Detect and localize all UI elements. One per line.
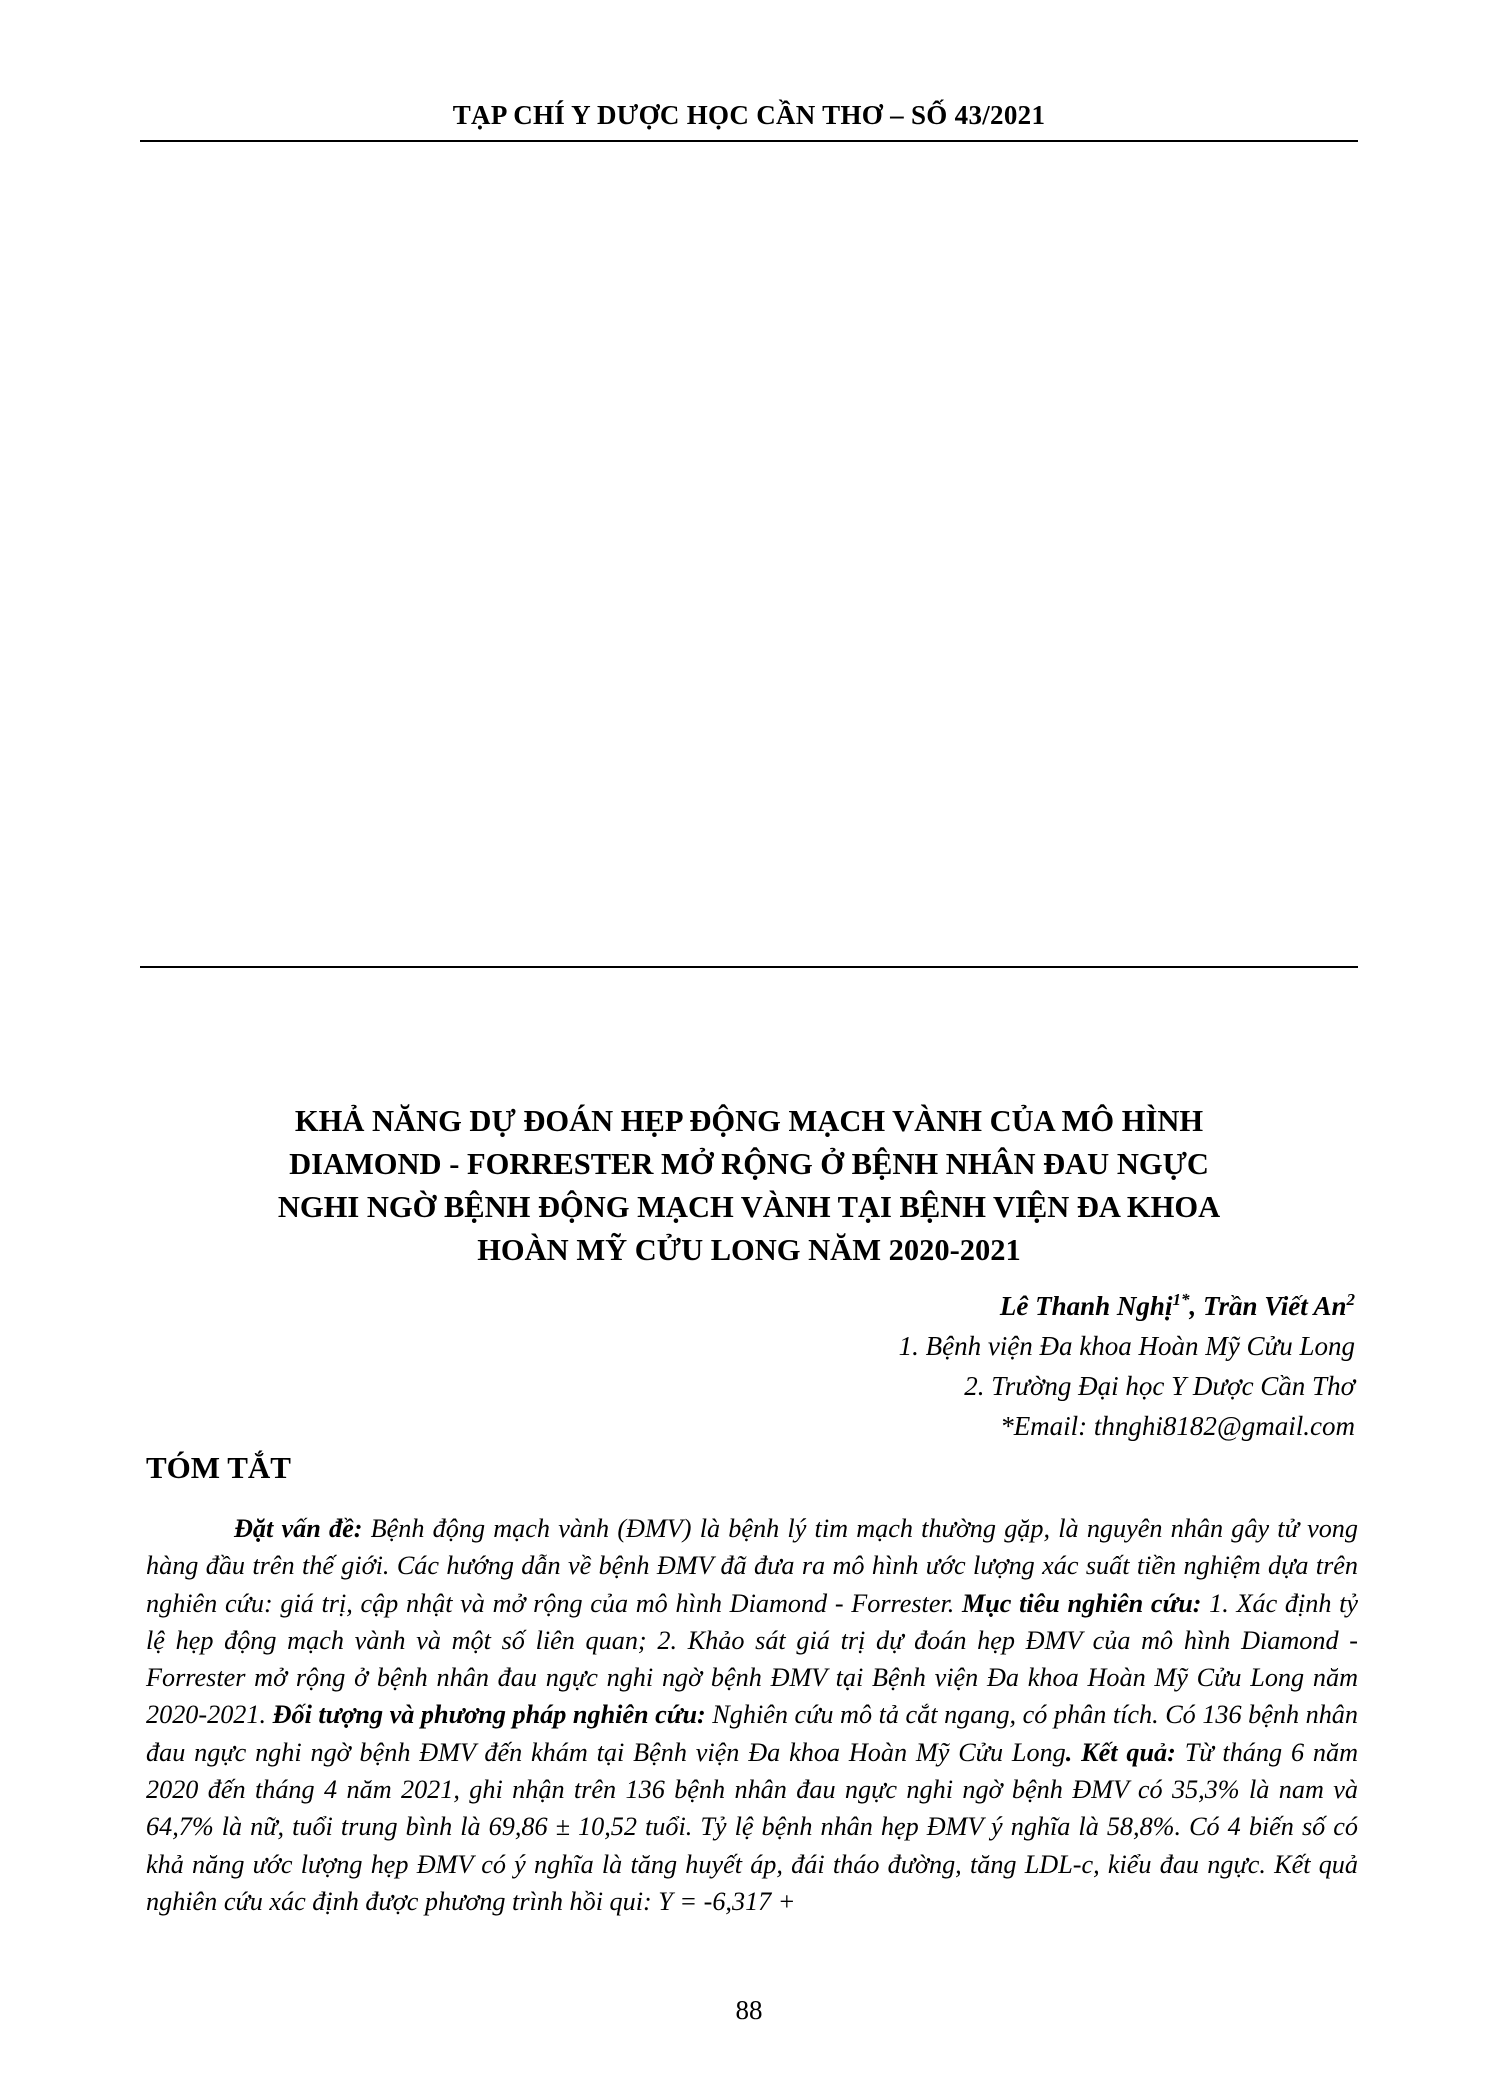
email: *Email: thnghi8182@gmail.com [1000, 1411, 1355, 1441]
section-divider [140, 966, 1358, 968]
journal-header: TẠP CHÍ Y DƯỢC HỌC CẦN THƠ – SỐ 43/2021 [452, 100, 1046, 130]
title-line: KHẢ NĂNG DỰ ĐOÁN HẸP ĐỘNG MẠCH VÀNH CỦA MÔ HÌNH [294, 1104, 1204, 1138]
author-name: Trần Viết An [1202, 1291, 1347, 1321]
author-list [899, 1280, 1355, 1326]
abstract-text: Từ tháng 6 năm 2020 đến tháng 4 năm 2021, ghi nhận trên 136 bệnh nhân đau ngực nghi ngờ bệnh ĐMV có 35,3% là nam và 64,7% là nữ, tuổi trung bình là 69,86 ± 10,52 tuổi. Tỷ lệ bệnh nhân hẹp ĐMV ý nghĩa là 58,8%. Có 4 biến số có khả năng ước lượng hẹp ĐMV có ý nghĩa là tăng huyết áp, đái tháo đường, tăng LDL-c, kiểu đau ngực. Kết quả nghiên cứu xác định được phương trình hồi qui: Y = -6,317 + [146, 1737, 1358, 1916]
abstract-label: Mục tiêu nghiên cứu: [961, 1588, 1202, 1618]
abstract-text: 1. Xác định tỷ lệ hẹp động mạch vành và một số liên quan; 2. Khảo sát giá trị dự đoán hẹp ĐMV của mô hình Diamond - Forrester mở rộng ở bệnh nhân đau ngực nghi ngờ bệnh ĐMV tại Bệnh viện Đa khoa Hoàn Mỹ Cửu Long năm 2020-2021. [146, 1588, 1358, 1730]
abstract-label: Đối tượng và phương pháp nghiên cứu: [272, 1700, 706, 1730]
abstract-paragraph [146, 1510, 1358, 1920]
affiliation: 1. Bệnh viện Đa khoa Hoàn Mỹ Cửu Long [898, 1331, 1355, 1361]
title-line: HOÀN MỸ CỬU LONG NĂM 2020-2021 [477, 1233, 1021, 1267]
author-superscript: 1* [1172, 1290, 1190, 1309]
header-rule [140, 140, 1358, 142]
abstract-label: Đặt vấn đề: [234, 1514, 363, 1543]
article-title [140, 1100, 1358, 1272]
title-line: NGHI NGỜ BỆNH ĐỘNG MẠCH VÀNH TẠI BỆNH VIỆN ĐA KHOA [277, 1190, 1221, 1224]
author-separator: , [1189, 1291, 1203, 1321]
abstract-text: Bệnh động mạch vành (ĐMV) là bệnh lý tim mạch thường gặp, là nguyên nhân gây tử vong hàng đầu trên thế giới. Các hướng dẫn về bệnh ĐMV đã đưa ra mô hình ước lượng xác suất tiền nghiệm dựa trên nghiên cứu: giá trị, cập nhật và mở rộng của mô hình Diamond - Forrester. [146, 1514, 1358, 1618]
author-name: Lê Thanh Nghị [999, 1291, 1173, 1321]
author-block [899, 1280, 1355, 1446]
title-line: DIAMOND - FORRESTER MỞ RỘNG Ở BỆNH NHÂN ĐAU NGỰC [289, 1147, 1209, 1181]
section-heading: TÓM TẮT [146, 1450, 291, 1485]
abstract-label: . Kết quả: [1065, 1737, 1176, 1767]
affiliation: 2. Trường Đại học Y Dược Cần Thơ [964, 1371, 1355, 1401]
abstract [146, 1510, 1358, 1920]
page-number: 88 [735, 1995, 763, 2025]
author-superscript: 2 [1346, 1290, 1355, 1309]
abstract-text: Nghiên cứu mô tả cắt ngang, có phân tích. Có 136 bệnh nhân đau ngực nghi ngờ bệnh ĐMV đến khám tại Bệnh viện Đa khoa Hoàn Mỹ Cửu Long [146, 1700, 1358, 1767]
